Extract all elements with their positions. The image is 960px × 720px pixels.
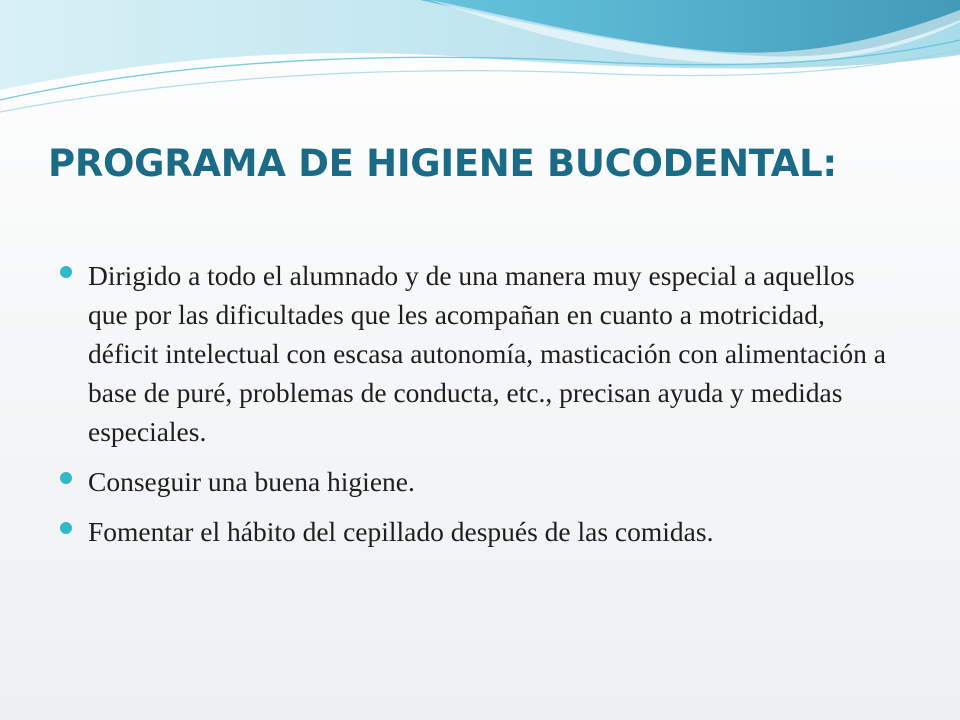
bullet-dot-icon xyxy=(60,472,72,484)
bullet-dot-icon xyxy=(60,266,72,278)
slide-title: PROGRAMA DE HIGIENE BUCODENTAL: xyxy=(48,142,837,185)
bullet-text: Dirigido a todo el alumnado y de una manera muy especial a aquellos que por las dificultades que les acompañan en cuanto a motricidad, déficit intelectual con escasa autonomía, masticación con alimentación a base de puré, problemas de conducta, etc., precisan ayuda y medidas especiales. xyxy=(88,260,886,447)
bullet-text: Conseguir una buena higiene. xyxy=(88,466,415,497)
bullet-dot-icon xyxy=(60,522,72,534)
bullet-item-brushing-habit xyxy=(60,512,900,551)
bullet-text: Fomentar el hábito del cepillado después de las comidas. xyxy=(88,516,714,547)
bullet-item-target-students xyxy=(60,256,900,451)
bullet-item-good-hygiene xyxy=(60,462,900,501)
header-wave-decoration xyxy=(0,0,960,130)
bullet-list xyxy=(60,256,900,562)
